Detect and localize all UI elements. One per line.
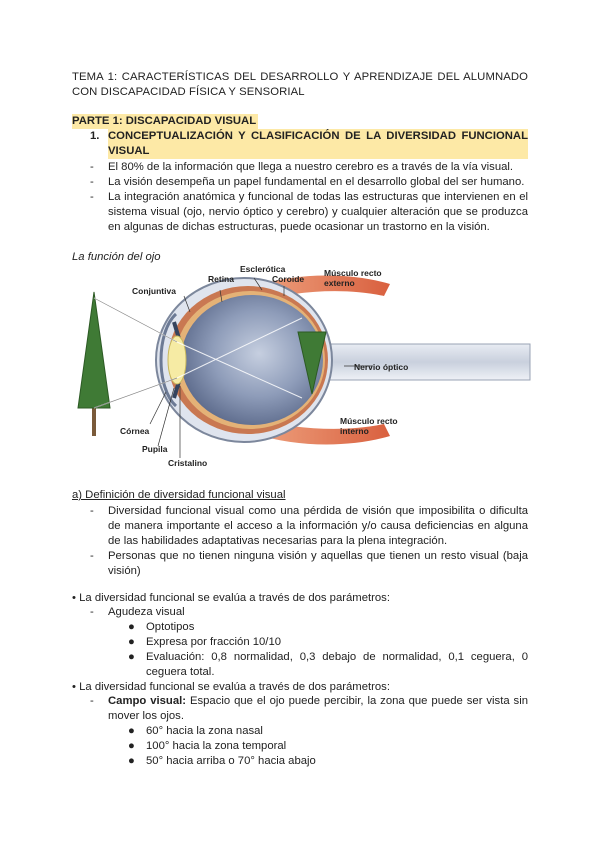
list-item: - El 80% de la información que llega a nuestro cerebro es a través de la vía visual. <box>90 161 514 173</box>
label-conjunctiva: Conjuntiva <box>132 286 176 296</box>
dash-marker: - <box>90 505 94 517</box>
agudeza-items <box>128 620 528 680</box>
small-bullet: • <box>72 592 76 604</box>
params-intro-1: • La diversidad funcional se evalúa a través de dos parámetros: <box>72 592 390 604</box>
dash-marker: - <box>90 161 94 173</box>
intro-list <box>90 160 528 235</box>
bullet-marker: ● <box>128 740 135 752</box>
campo-label: Campo visual: <box>108 695 187 707</box>
label-int-muscle-1: Músculo recto <box>340 416 398 426</box>
list-item: - La visión desempeña un papel fundamental en el desarrollo global del ser humano. <box>90 176 525 188</box>
campo-text: Espacio que el ojo puede percibir, la zona que puede ser vista sin mover los ojos. <box>108 695 528 722</box>
bullet-marker: ● <box>128 755 135 767</box>
agudeza-list <box>90 605 528 620</box>
list-item: - Diversidad funcional visual como una pérdida de visión que imposibilita o dificulta de manera importante el acceso a la información y/o causa deficiencias en alguna de las habilidades adaptativas necesarias para la plena integración. <box>90 505 528 547</box>
label-int-muscle-2: interno <box>340 426 369 436</box>
definition-list <box>90 504 528 579</box>
section-number: 1. <box>90 130 100 142</box>
bullet-marker: ● <box>128 636 135 648</box>
tree-icon <box>78 292 110 436</box>
dash-marker: - <box>90 695 94 707</box>
list-item: ● Expresa por fracción 10/10 <box>128 636 282 648</box>
lens <box>168 336 186 384</box>
list-item: ● Evaluación: 0,8 normalidad, 0,3 debajo de normalidad, 0,1 ceguera, 0 ceguera total. <box>128 651 528 678</box>
section-title: CONCEPTUALIZACIÓN Y CLASIFICACIÓN DE LA DIVERSIDAD FUNCIONAL VISUAL <box>108 130 528 157</box>
list-item: - La integración anatómica y funcional de todas las estructuras que intervienen en el sistema visual (ojo, nervio óptico y cerebro) y cualquier alteración que se produzca en algunas de dichas estructuras, puede ocasionar un trastorno en la visión. <box>90 191 528 233</box>
list-item: ● 50° hacia arriba o 70° hacia abajo <box>128 755 316 767</box>
label-retina: Retina <box>208 274 234 284</box>
small-bullet: • <box>72 681 76 693</box>
label-pupil: Pupila <box>142 444 168 454</box>
eye-diagram <box>72 262 532 474</box>
dash-marker: - <box>90 176 94 188</box>
bullet-marker: ● <box>128 621 135 633</box>
dash-marker: - <box>90 606 94 618</box>
list-item: ● 60° hacia la zona nasal <box>128 725 263 737</box>
list-item: ● 100° hacia la zona temporal <box>128 740 287 752</box>
label-sclera: Esclerótica <box>240 264 286 274</box>
campo-items <box>128 724 528 769</box>
list-item: ● Optotipos <box>128 621 195 633</box>
document-title: TEMA 1: CARACTERÍSTICAS DEL DESARROLLO Y APRENDIZAJE DEL ALUMNADO CON DISCAPACIDAD FÍSICA Y SENSORIAL <box>72 71 528 98</box>
figure-caption: La función del ojo <box>72 251 161 263</box>
label-choroid: Coroide <box>272 274 305 284</box>
label-ext-muscle-1: Músculo recto <box>324 268 382 278</box>
label-lens: Cristalino <box>168 458 208 468</box>
vitreous <box>181 295 323 425</box>
list-item <box>90 694 528 724</box>
part-heading: PARTE 1: DISCAPACIDAD VISUAL <box>72 115 257 127</box>
params-intro-2: • La diversidad funcional se evalúa a través de dos parámetros: <box>72 681 390 693</box>
bullet-marker: ● <box>128 725 135 737</box>
label-cornea: Córnea <box>120 426 150 436</box>
bullet-marker: ● <box>128 651 135 663</box>
dash-marker: - <box>90 191 94 203</box>
subsection-heading: a) Definición de diversidad funcional visual <box>72 489 286 501</box>
list-item: - Agudeza visual <box>90 606 185 618</box>
label-ext-muscle-2: externo <box>324 278 355 288</box>
list-item: - Personas que no tienen ninguna visión y aquellas que tienen un resto visual (baja visión) <box>90 550 528 577</box>
label-optic-nerve: Nervio óptico <box>354 362 409 372</box>
campo-list <box>90 694 528 724</box>
dash-marker: - <box>90 550 94 562</box>
